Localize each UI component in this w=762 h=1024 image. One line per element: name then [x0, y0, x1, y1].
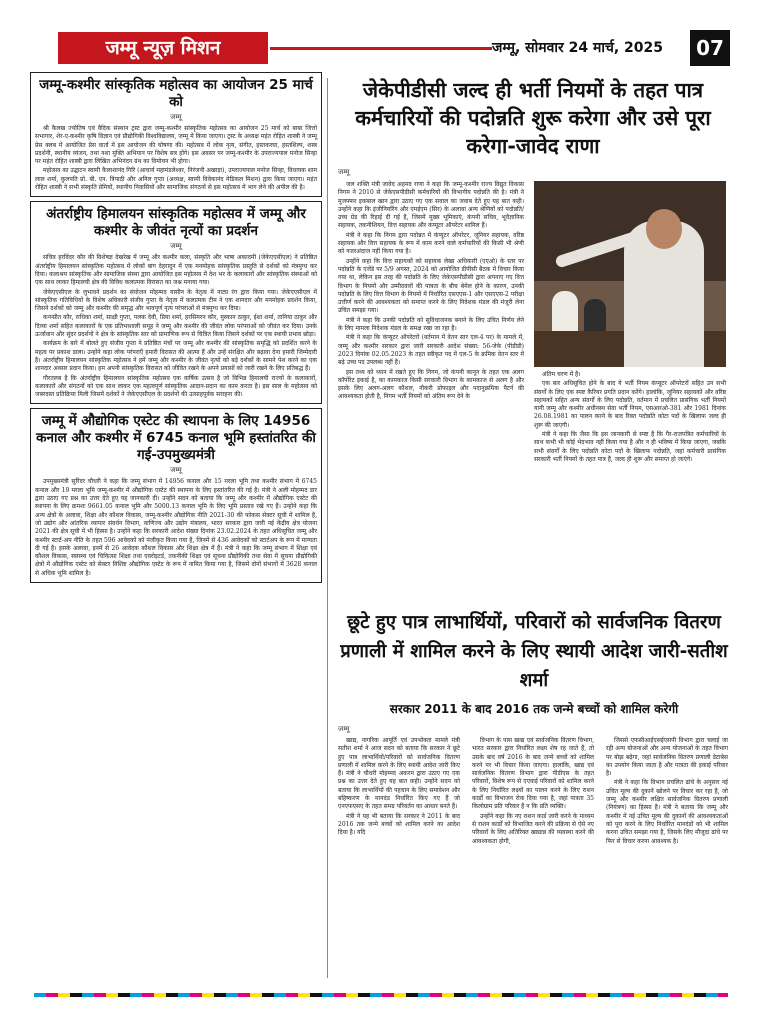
article-headline: जम्मू में औद्योगिक एस्टेट की स्थापना के लिए 14956 कनाल और कश्मीर में 6745 कनाल भूमि हस्तांतरित की गई-उपमुख्यमंत्री — [36, 413, 316, 464]
paragraph: महोत्सव का उद्घाटन स्वामी कैलाशानंद गिरि (आचार्य महामंडलेश्वर, निरंजनी अखाड़ा), उपराज्यपाल मनोज सिन्हा, विधायक शाम लाल शर्मा, कुलपति प्रो. बी. एन. त्रिपाठी और अनिल गुप्ता (अध्यक्ष, स्वामी विवेकानंद मेडिकल मिशन) द्वारा किया जाएगा। महंत रोहित शास्त्री ने सभी संस्कृति प्रेमियों, स्थानीय निवासियों और सामाजिक संगठनों से इस महोत्सव में भाग लेने की अपील की है। — [35, 167, 317, 192]
paragraph: मंत्री ने कहा कि विभाग प्रचलित ढांचे के अनुसार नई उचित मूल्य की दुकानें खोलने पर विचार कर रहा है, जो जम्मू और कश्मीर लक्षित सार्वजनिक वितरण प्रणाली (नियंत्रण) का हिस्सा है। मंत्री ने बताया कि जम्मू और कश्मीर में नई उचित मूल्य की दुकानों की आवश्यकताओं को पूरा करने के लिए निर्धारित मानदंडों को भी शामिल करना उचित समझा गया है, जिसके लिए मौजूदा ढांचे पर फिर से विचार करना आवश्यक है। — [606, 779, 728, 845]
lead-column-2-text — [534, 371, 726, 464]
paragraph: मंत्री ने यह भी बताया कि सरकार ने 2011 के बाद 2016 तक जन्मे बच्चों को शामिल करने का आदेश दिया है। यदि — [338, 812, 460, 837]
pds-column-1 — [338, 737, 460, 839]
paragraph: गौरतलब है कि अंतर्राष्ट्रीय हिमालयन सांस्कृतिक महोत्सव एक वार्षिक उत्सव है जो विभिन्न हिमालयी राज्यों के कलाकारों, कलाकारों और संगठनों को एक साथ लाकर एक महत्वपूर्ण सांस्कृतिक आदान-प्रदान का काम करता है। इस साल के महोत्सव को जबरदस्त प्रतिक्रिया मिली जिसमें दर्शकों ने जेकेएएसीएल के प्रदर्शनों की उत्साहपूर्वक सराहना की। — [35, 374, 317, 399]
lead-columns — [338, 181, 728, 601]
article-byline: जम्मू — [170, 113, 182, 121]
lead-column-1 — [338, 181, 524, 403]
column-divider — [327, 78, 328, 978]
paragraph: मंत्री ने कहा कि कंप्यूटर ऑपरेटरों (वर्तमान में वेतन स्तर एल-4 पर) के मामले में, जम्मू और कश्मीर सरकार द्वारा जारी सरकारी आदेश संख्या: 56-जेके (पीडीडी) 2023 दिनांक 02.05.2023 के तहत स्वीकृत पद में एल-5 के क्रमिक वेतन स्तर में बढ़े उच्च पद उपलब्ध नहीं हैं। — [338, 334, 524, 367]
paragraph: कनन्प्रीत कौर, राधिका शर्मा, साक्षी गुप्ता, पलक देवी, प्रिया शर्मा, हरसिमरन कौर, मुस्कान ठाकुर, ईशा शर्मा, तानिया ठाकुर और दिव्या शर्मा सहित कलाकारों के एक प्रतिभाशाली समूह ने जम्मू और कश्मीर की जीवंत लोक परंपराओं को जीवंत कर दिया। उनके ऊर्जावान और सुंदर प्रदर्शनों ने क्षेत्र के सांस्कृतिक सार को प्रामाणिक रूप से चित्रित किया जिसने दर्शकों पर एक स्थायी प्रभाव छोड़ा। — [35, 314, 317, 339]
article-himalayan-festival — [30, 201, 322, 404]
paragraph: उन्होंने कहा कि नए राशन कार्ड जारी करने के माध्यम से राशन कार्डों को विभाजित करने की प्रक्रिया से ऐसे नए परिवारों के लिए अतिरिक्त खाद्यान्न की व्यवस्था करने की आवश्यकता होगी, — [472, 812, 594, 845]
article-byline: जम्मू — [338, 168, 350, 176]
dateline: जम्मू, सोमवार 24 मार्च, 2025 — [492, 40, 664, 56]
paragraph: विभाग के पास खाद्य एवं सार्वजनिक वितरण विभाग, भारत सरकार द्वारा निर्धारित लक्ष्य शेष रह जाते हैं, तो उसके बाद वर्ष 2016 के बाद जन्मे बच्चों को शामिल करने पर भी विचार किया जाएगा। हालांकि, खाद्य एवं सार्वजनिक वितरण विभाग द्वारा पीडीएस के तहत परिवारों, विशेष रूप से एएवाई परिवारों को शामिल करने के लिए निर्धारित लक्ष्यों का पालन करने के लिए राशन कार्डों का विभाजन रोक दिया गया है, जहां पात्रता 35 किलोग्राम प्रति परिवार है न कि प्रति व्यक्ति। — [472, 737, 594, 811]
paragraph: उपमुख्यमंत्री सुरिंदर चौधरी ने कहा कि जम्मू संभाग में 14956 कनाल और 15 मरला भूमि तथा कश्मीर संभाग में 6745 कनाल और 19 मरला भूमि जम्मू-कश्मीर में औद्योगिक एस्टेट की स्थापना के लिए हस्तांतरित की गई है। मंत्री ने अली मोहम्मद डार द्वारा उठाए गए प्रश्न का उत्तर देते हुए यह जानकारी दी। उन्होंने सदन को बताया कि जम्मू और कश्मीर में औद्योगिक एस्टेट की स्थापना के लिए क्रमशः 9661.05 कनाल भूमि और 5000.13 कनाल भूमि के लिए भूमि प्रस्ताव रखे गए हैं। उन्होंने कहा कि अन्य क्षेत्रों के अलावा, शिक्षा और कौशल विकास, जम्मू-कश्मीर औद्योगिक नीति 2021-30 की फोकस सेक्टर सूची में शामिल है, जो उद्योग और आंतरिक व्यापार संवर्धन विभाग, वाणिज्य और उद्योग मंत्रालय, भारत सरकार द्वारा जारी नई केंद्रीय क्षेत्र योजना 2021 की क्षेत्र सूची में भी हिस्सा है। उन्होंने कहा कि सरकारी आदेश संख्या दिनांक 23.02.2024 के तहत अधिसूचित जम्मू और कश्मीर स्टार्ट-अप नीति के तहत 596 आवेदकों को पंजीकृत किया गया है, जिनमें से 436 आवेदकों को स्टार्टअप के रूप में मान्यता दी गई है। इसके अलावा, इनमें से 26 आवेदक कौशल विकास और शिक्षा क्षेत्र में हैं। मंत्री ने कहा कि जम्मू संभाग में शिक्षा एवं कौशल विकास, स्वास्थ्य एवं चिकित्सा शिक्षा तथा एवरोइटर्ड, तकनीकी शिक्षा एवं सूचना प्रौद्योगिकी तथा सेवा में सूचना प्रौद्योगिकी क्षेत्रों में औद्योगिक एस्टेट को सेक्टर विशिष्ट औद्योगिक एस्टेट के रूप में नामित किया गया है, जिसमें दोनों संभागों में 3628 कनाल से अधिक भूमि शामिल है। — [35, 478, 317, 577]
pds-columns — [338, 737, 730, 987]
paragraph: इस तथ्य को ध्यान में रखते हुए कि निगम, जो कंपनी कानून के तहत एक अलग कॉर्पोरेट इकाई है, का कामकाज किसी सरकारी विभाग के कामकाज से अलग है और इसके लिए अलग-अलग कौशल, नौकरी प्रोफाइल और पदानुक्रमिक पैटर्न की आवश्यकता होती है, निगम भर्ती नियमों को अंतिम रूप देने के — [338, 368, 524, 401]
paragraph: मंत्री ने कहा कि उनकी पदोन्नति को सुविधाजनक बनाने के लिए उचित निर्णय लेने के लिए मामला निदेशक मंडल के समक्ष रखा जा रहा है। — [338, 316, 524, 333]
article-headline: अंतर्राष्ट्रीय हिमालयन सांस्कृतिक महोत्सव में जम्मू और कश्मीर के जीवंत नृत्यों का प्रदर्शन — [46, 206, 306, 240]
masthead-rule — [270, 47, 492, 50]
pds-article — [338, 608, 730, 987]
color-registration-strip — [34, 993, 728, 997]
paragraph: कार्यक्रम के बारे में बोलते हुए संजीव गुप्ता ने प्रतिष्ठित मंचों पर जम्मू और कश्मीर की सांस्कृतिक समृद्धि को प्रदर्शित करने के महत्व पर प्रकाश डाला। उन्होंने कहा लोक परंपराएँ हमारी विरासत की आत्मा हैं और उन्हें संरक्षित और बढ़ावा देना हमारी जिम्मेदारी है। अंतर्राष्ट्रीय हिमालयन सांस्कृतिक महोत्सव ने हमें जम्मू और कश्मीर के जीवंत नृत्यों को बड़े दर्शकों के सामने पेश करने का एक शानदार अवसर प्रदान किया। हम अपनी सांस्कृतिक विरासत को जीवित रखने के अपने प्रयासों को जारी रखने के लिए प्रतिबद्ध हैं। — [35, 340, 317, 373]
lead-column-2 — [534, 181, 726, 465]
paragraph: जेकेएएसीएल के लुभावने प्रदर्शन का संयोजन मोहम्मद यासीन के नेतृत्व में नाट्य रंग द्वारा किया गया। जेकेएएसीएल में सांस्कृतिक गतिविधियों के विशेष अधिकारी संजीव गुप्ता के नेतृत्व में कलात्मक टीम ने एक शानदार और मनमोहक प्रदर्शन किया, जिसने दर्शकों को जम्मू और कश्मीर की समृद्ध और भावपूर्ण नृत्य परंपराओं से मंत्रमुग्ध कर दिया। — [35, 288, 317, 313]
pds-column-2 — [472, 737, 594, 847]
article-body — [35, 254, 317, 399]
lead-article — [338, 76, 728, 601]
paragraph: उन्होंने कहा कि वित्त सहायकों को सहायक लेखा अधिकारी (एएओ) के स्तर पर पदोन्नति के एजेंडे पर 5/9 अगस्त, 2024 को आयोजित डीपीसी बैठक में विचार किया गया था, लेकिन इस तरह की पदोन्नति के लिए जेकेएसपीडीसी द्वारा अपनाए गए वित्त विभाग के नियमों और उम्मीदवारों की पात्रता के बीच बेमेल होने के कारण, उनकी पदोन्नति के लिए वित्त विभाग के नियमों में निर्धारित एसएएस-1 और एसएएस-2 परीक्षा उत्तीर्ण करने की आवश्यकता को समाप्त करने के लिए निदेशक मंडल की मंजूरी लेना उचित समझा गया। — [338, 257, 524, 315]
paragraph: मंत्री ने कहा कि निगम द्वारा पदोन्नत में कंप्यूटर ऑपरेटर, जूनियर सहायक, वरिष्ठ सहायक और वित्त सहायक के रूप में काम करने वाले कर्मचारियों की किसी भी श्रेणी को नजरअंदाज नहीं किया गया है। — [338, 231, 524, 256]
paragraph: मंत्री ने कहा कि जैसा कि इस जानकारी से स्पष्ट है कि गैर-राजपत्रित कर्मचारियों के साथ कभी भी कोई भेदभाव नहीं किया गया है और न ही भविष्य में किया जाएगा, जबकि सभी संवर्गों के लिए पदोन्नति कोटा पदों के खिलाफ पदोन्नति, जहां कर्मचारी प्रासंगिक सरकारी भर्ती नियमों के तहत पात्र हैं, जल्द ही शुरू और समाप्त हो जाएंगे। — [534, 431, 726, 463]
article-body — [35, 125, 317, 192]
masthead — [0, 26, 762, 70]
article-byline: जम्मू — [338, 725, 350, 733]
pds-subheadline: सरकार 2011 के बाद 2016 तक जन्मे बच्चों को शामिल करेगी — [389, 702, 679, 716]
paragraph: सचिव हरविंदर कौर की विशेषज्ञ देखरेख में जम्मू और कश्मीर कला, संस्कृति और भाषा अकादमी (जेकेएएसीएल) ने प्रतिष्ठित अंतर्राष्ट्रीय हिमालयन सांस्कृतिक महोत्सव में लोकों बाग देहरादून में एक मनमोहक सांस्कृतिक प्रस्तुति से दर्शकों को मंत्रमुग्ध कर दिया। कलाश्रय सांस्कृतिक और सामाजिक संस्था द्वारा आयोजित इस महोत्सव में देश भर के कलाकारों और सांस्कृतिक संस्थाओं को एक साथ लाकर हिमालयी क्षेत्र की विविध कलात्मक विरासत का जश्न मनाया गया। — [35, 254, 317, 287]
news-photo — [534, 181, 726, 367]
paragraph: जल शक्ति मंत्री जावेद अहमद राणा ने कहा कि जम्मू-कश्मीर राज्य विद्युत विकास निगम ने 2010 से जेकेएसपीडीसी कर्मचारियों की विभागीय पदोन्नति की है। मंत्री ने मुजफ्फर इकबाल खान द्वारा उठाए गए एक सवाल का जवाब देते हुए यह बात कही। उन्होंने कहा कि इंजीनियरिंग और एमईएम (सिर) के अलावा अन्य श्रेणियों को पदोन्नति/उच्च ग्रेड की रिहाई दी गई है, जिसमें मुख्य भूमिकाएं, कंपनी सचिव, भूवैज्ञानिक सहायक, तकनीशियन, वित्त सहायक और कंप्यूटर ऑपरेटर शामिल हैं। — [338, 181, 524, 230]
pds-column-3 — [606, 737, 728, 847]
article-byline: जम्मू — [170, 466, 182, 475]
paragraph: अंतिम चरण में है। — [542, 371, 581, 378]
article-industrial-estate — [30, 408, 322, 583]
pds-headline: छूटे हुए पात्र लाभार्थियों, परिवारों को सार्वजनिक वितरण प्रणाली में शामिल करने के लिए स्थायी आदेश जारी-सतीश शर्मा — [340, 612, 728, 691]
lead-headline: जेकेपीडीसी जल्द ही भर्ती नियमों के तहत पात्र कर्मचारियों की पदोन्नति शुरू करेगा और उसे पूरा करेगा-जावेद राणा — [355, 78, 711, 158]
article-body — [35, 478, 317, 578]
article-headline: जम्मू-कश्मीर सांस्कृतिक महोत्सव का आयोजन 25 मार्च को — [39, 77, 313, 110]
paragraph: एक बार अधिसूचित होने के बाद ये भर्ती नियम कंप्यूटर ऑपरेटरों सहित उन सभी संवर्गों के लिए एक स्पष्ट कैरियर प्रगति प्रदान करेंगे। हालांकि, जूनियर सहायकों और वरिष्ठ सहायकों सहित अन्य संवर्गों के लिए पदोन्नति, वर्तमान में प्रचलित प्रासंगिक भर्ती नियमों यानी जम्मू और कश्मीर अधीनस्थ सेवा भर्ती नियम, एसआरओ-381 और 1981 दिनांक 26.08.1981 का पालन करने के बाद रिक्त पदोन्नति कोटा पदों के खिलाफ जल्द ही शुरू की जाएगी। — [534, 380, 726, 429]
newspaper-brand: जम्मू न्यूज़ मिशन — [58, 32, 268, 64]
paragraph: खाद्य, नागरिक आपूर्ति एवं उपभोक्ता मामले मंत्री सतीश शर्मा ने आज सदन को बताया कि सरकार ने छूटे हुए पात्र लाभार्थियों/परिवारों को सार्वजनिक वितरण प्रणाली में शामिल करने के लिए स्थायी आदेश जारी किए हैं। मंत्री ने चौधरी मोहम्मद अकरम द्वारा उठाए गए एक प्रश्न का उत्तर देते हुए यह बात कही। उन्होंने सदन को बताया कि लाभार्थियों की पहचान के लिए समावेशन और बहिष्करण के मानदंड निर्धारित किए गए हैं जो एनएफएसए के तहत समग्र परिवर्तन का आधार बनते हैं। — [338, 737, 460, 811]
left-column — [30, 72, 322, 587]
article-cultural-festival — [30, 72, 322, 197]
page-number: 07 — [690, 30, 730, 66]
paragraph: श्री कैलख ज्योतिष एवं वैदिक संस्थान ट्रस्ट द्वारा जम्मू-कश्मीर सांस्कृतिक महोत्सव का आयोजन 25 मार्च को बाबा जित्तो सभागार, शेर-ए-कश्मीर कृषि विज्ञान एवं प्रौद्योगिकी विश्वविद्यालय, जम्मू में किया जाएगा। ट्रस्ट के अध्यक्ष महंत रोहित शास्त्री ने जम्मू प्रेस क्लब में आयोजित प्रेस वार्ता में इस आयोजन की घोषणा की। महोत्सव में लोक नृत्य, संगीत, हस्तकरघा, हस्तशिल्प, शस्त्र प्रदर्शनी, स्थानीय व्यंजन, तथा नशा मुक्ति अभियान पर विशेष सत्र होंगे। इस अवसर पर जम्मू-कश्मीर के उपराज्यपाल मनोज सिन्हा पर महंत रोहित शास्त्री द्वारा लिखित अभिनंदन ग्रंथ का विमोचन भी होगा। — [35, 125, 317, 166]
paragraph: जिससे एफसीआईएसईएसपी विभाग द्वारा चलाई जा रही अन्य योजनाओं और अन्य योजनाओं के तहत विभाग पर बोझ बढ़ेगा, जहां सार्वजनिक वितरण प्रणाली डेटाबेस का उपयोग किया जाता है और पात्रता की इकाई परिवार है। — [606, 737, 728, 778]
article-byline: जम्मू — [170, 242, 182, 251]
